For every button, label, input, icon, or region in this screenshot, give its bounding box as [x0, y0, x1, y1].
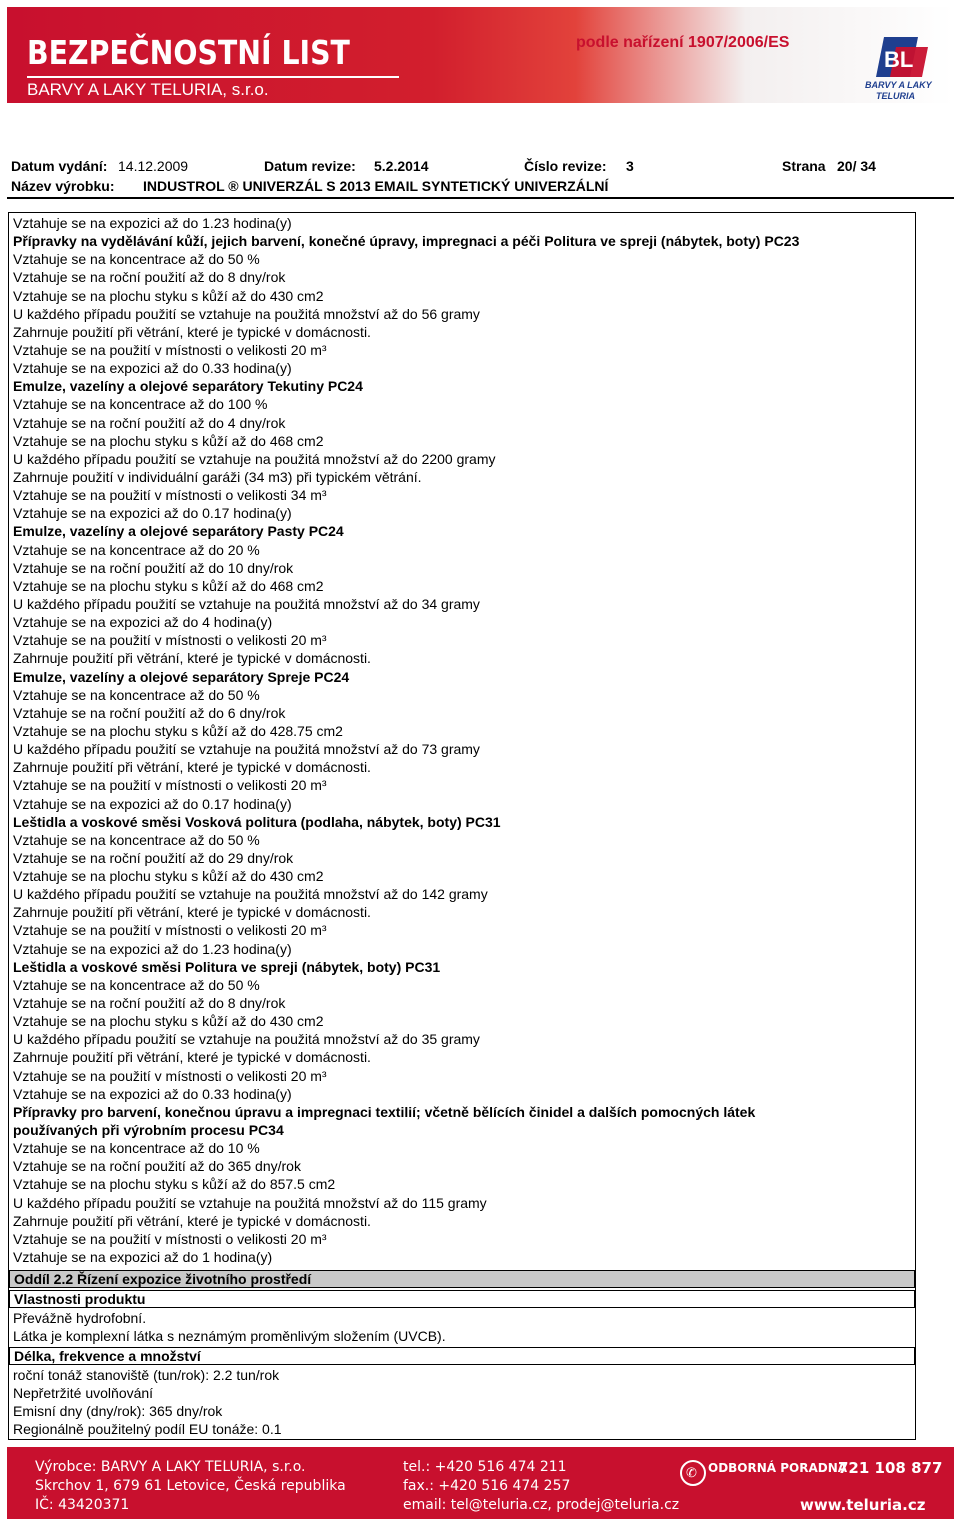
- properties-block: [13, 1309, 913, 1345]
- text-line: Vztahuje se na koncentrace až do 50 %: [13, 251, 260, 268]
- text-line: Vztahuje se na expozici až do 0.17 hodina(y): [13, 795, 292, 812]
- text-line: Vztahuje se na plochu styku s kůží až do 857.5 cm2: [13, 1176, 336, 1193]
- text-line: Vztahuje se na použití v místnosti o velikosti 20 m³: [13, 632, 327, 649]
- text-line: U každého případu použití se vztahuje na použitá množství až do 34 gramy: [13, 595, 480, 612]
- revision-label: Datum revize:: [264, 158, 356, 174]
- text-line: Vztahuje se na roční použití až do 365 dny/rok: [13, 1158, 301, 1175]
- text-line: Vztahuje se na koncentrace až do 20 %: [13, 541, 260, 558]
- property-line: Převážně hydrofobní.: [13, 1310, 147, 1326]
- hotline-number: 721 108 877: [838, 1459, 943, 1477]
- category-heading: Emulze, vazelíny a olejové separátory Pasty PC24: [13, 523, 344, 540]
- revision-number: 3: [626, 158, 634, 174]
- text-line: Vztahuje se na expozici až do 0.33 hodina(y): [13, 1085, 292, 1102]
- text-line: Vztahuje se na koncentrace až do 50 %: [13, 976, 260, 993]
- text-line: Vztahuje se na plochu styku s kůží až do 428.75 cm2: [13, 722, 343, 739]
- revision-number-label: Číslo revize:: [524, 158, 607, 174]
- manufacturer: Výrobce: BARVY A LAKY TELURIA, s.r.o.: [35, 1459, 306, 1475]
- hotline-label: ODBORNÁ PORADNA: [708, 1461, 848, 1475]
- address: Skrchov 1, 679 61 Letovice, Česká republika: [35, 1478, 346, 1494]
- issue-date: 14.12.2009: [118, 158, 189, 174]
- text-line: Zahrnuje použití při větrání, které je typické v domácnosti.: [13, 323, 371, 340]
- text-line: Vztahuje se na použití v místnosti o velikosti 34 m³: [13, 487, 327, 504]
- company-id: IČ: 43420371: [35, 1497, 130, 1513]
- text-line: Vztahuje se na použití v místnosti o velikosti 20 m³: [13, 922, 327, 939]
- footer: [7, 1447, 954, 1519]
- text-line: Vztahuje se na expozici až do 1 hodina(y): [13, 1249, 273, 1266]
- text-line: Vztahuje se na použití v místnosti o velikosti 20 m³: [13, 777, 327, 794]
- product-name: INDUSTROL ® UNIVERZÁL S 2013 EMAIL SYNTETICKÝ UNIVERZÁLNÍ: [143, 178, 609, 194]
- category-heading: Emulze, vazelíny a olejové separátory Tekutiny PC24: [13, 378, 363, 395]
- duration-line: Emisní dny (dny/rok): 365 dny/rok: [13, 1403, 223, 1420]
- header-divider: [7, 197, 954, 199]
- text-line: Vztahuje se na koncentrace až do 100 %: [13, 396, 268, 413]
- title-underline: [27, 76, 399, 78]
- text-line: Vztahuje se na roční použití až do 8 dny/rok: [13, 269, 286, 286]
- text-line: Vztahuje se na plochu styku s kůží až do 468 cm2: [13, 432, 324, 449]
- text-line: U každého případu použití se vztahuje na použitá množství až do 2200 gramy: [13, 450, 496, 467]
- email: email: tel@teluria.cz, prodej@teluria.cz: [403, 1497, 680, 1513]
- category-heading: Emulze, vazelíny a olejové separátory Spreje PC24: [13, 668, 350, 685]
- text-line: Vztahuje se na expozici až do 0.17 hodina(y): [13, 505, 292, 522]
- text-line: Vztahuje se na použití v místnosti o velikosti 20 m³: [13, 1230, 327, 1247]
- text-line: Zahrnuje použití v individuální garáži (34 m3) při typickém větrání.: [13, 468, 422, 485]
- revision-date: 5.2.2014: [374, 158, 429, 174]
- duration-line: roční tonáž stanoviště (tun/rok): 2.2 tun/rok: [13, 1367, 280, 1383]
- text-line: U každého případu použití se vztahuje na použitá množství až do 142 gramy: [13, 886, 488, 903]
- property-line: Látka je komplexní látka s neznámým proměnlivým složením (UVCB).: [13, 1328, 446, 1345]
- logo-letters: BL: [884, 47, 914, 72]
- logo-text-2: TELURIA: [876, 91, 915, 101]
- text-line: Vztahuje se na koncentrace až do 50 %: [13, 686, 260, 703]
- duration-heading: Délka, frekvence a množství: [9, 1347, 915, 1365]
- text-line: Vztahuje se na použití v místnosti o velikosti 20 m³: [13, 1067, 327, 1084]
- text-line: U každého případu použití se vztahuje na použitá množství až do 73 gramy: [13, 741, 480, 758]
- company-name: BARVY A LAKY TELURIA, s.r.o.: [27, 80, 269, 99]
- text-line: Vztahuje se na plochu styku s kůží až do 430 cm2: [13, 1013, 324, 1030]
- header-banner: [7, 7, 954, 103]
- text-line: Zahrnuje použití při větrání, které je typické v domácnosti.: [13, 904, 371, 921]
- text-line: U každého případu použití se vztahuje na použitá množství až do 35 gramy: [13, 1031, 480, 1048]
- issue-label: Datum vydání:: [11, 158, 108, 174]
- category-heading: Leštidla a voskové směsi Vosková politura (podlaha, nábytek, boty) PC31: [13, 813, 501, 830]
- body-lines: [13, 214, 913, 1266]
- text-line: Vztahuje se na roční použití až do 10 dny/rok: [13, 559, 294, 576]
- duration-line: Nepřetržité uvolňování: [13, 1385, 154, 1402]
- text-line: Vztahuje se na expozici až do 0.33 hodina(y): [13, 360, 292, 377]
- section-heading: Oddíl 2.2 Řízení expozice životního prostředí: [9, 1270, 915, 1288]
- category-heading: Přípravky pro barvení, konečnou úpravu a impregnaci textilií; včetně bělících činidel a dalších pomocných látek: [13, 1103, 756, 1120]
- website: www.teluria.cz: [800, 1496, 926, 1514]
- product-label: Název výrobku:: [11, 178, 115, 194]
- category-heading: používaných při výrobním procesu PC34: [13, 1122, 284, 1139]
- text-line: Vztahuje se na roční použití až do 6 dny/rok: [13, 704, 286, 721]
- page-number: 20/ 34: [837, 158, 876, 174]
- fax: fax.: +420 516 474 257: [403, 1478, 571, 1494]
- text-line: Zahrnuje použití při větrání, které je typické v domácnosti.: [13, 759, 371, 776]
- text-line: Vztahuje se na plochu styku s kůží až do 430 cm2: [13, 868, 324, 885]
- phone-icon: ✆: [680, 1460, 706, 1486]
- duration-line: Regionálně použitelný podíl EU tonáže: 0.1: [13, 1421, 282, 1438]
- text-line: Vztahuje se na expozici až do 1.23 hodina(y): [13, 940, 292, 957]
- text-line: Zahrnuje použití při větrání, které je typické v domácnosti.: [13, 1049, 371, 1066]
- duration-block: [13, 1366, 913, 1439]
- text-line: Vztahuje se na plochu styku s kůží až do 430 cm2: [13, 287, 324, 304]
- text-line: Vztahuje se na použití v místnosti o velikosti 20 m³: [13, 341, 327, 358]
- page-label: Strana: [782, 158, 826, 174]
- text-line: Vztahuje se na roční použití až do 4 dny/rok: [13, 414, 286, 431]
- text-line: Vztahuje se na roční použití až do 29 dny/rok: [13, 849, 294, 866]
- company-logo: [862, 33, 944, 101]
- text-line: Vztahuje se na roční použití až do 8 dny/rok: [13, 995, 286, 1012]
- text-line: Zahrnuje použití při větrání, které je typické v domácnosti.: [13, 1212, 371, 1229]
- category-heading: Přípravky na vydělávání kůží, jejich barvení, konečné úpravy, impregnaci a péči Politura ve spreji (nábytek, boty) PC23: [13, 233, 800, 250]
- category-heading: Leštidla a voskové směsi Politura ve spreji (nábytek, boty) PC31: [13, 958, 441, 975]
- document-title: BEZPEČNOSTNÍ LIST: [27, 33, 350, 72]
- text-line: Vztahuje se na plochu styku s kůží až do 468 cm2: [13, 577, 324, 594]
- regulation-text: podle nařízení 1907/2006/ES: [576, 34, 790, 51]
- text-line: Vztahuje se na koncentrace až do 50 %: [13, 831, 260, 848]
- properties-heading: Vlastnosti produktu: [9, 1290, 915, 1308]
- text-line: U každého případu použití se vztahuje na použitá množství až do 115 gramy: [13, 1194, 487, 1211]
- text-line: Vztahuje se na koncentrace až do 10 %: [13, 1140, 260, 1157]
- logo-text-1: BARVY A LAKY: [865, 80, 932, 90]
- text-line: Vztahuje se na expozici až do 4 hodina(y): [13, 614, 273, 631]
- telephone: tel.: +420 516 474 211: [403, 1459, 567, 1475]
- text-line: Vztahuje se na expozici až do 1.23 hodina(y): [13, 215, 292, 231]
- text-line: U každého případu použití se vztahuje na použitá množství až do 56 gramy: [13, 305, 480, 322]
- text-line: Zahrnuje použití při větrání, které je typické v domácnosti.: [13, 650, 371, 667]
